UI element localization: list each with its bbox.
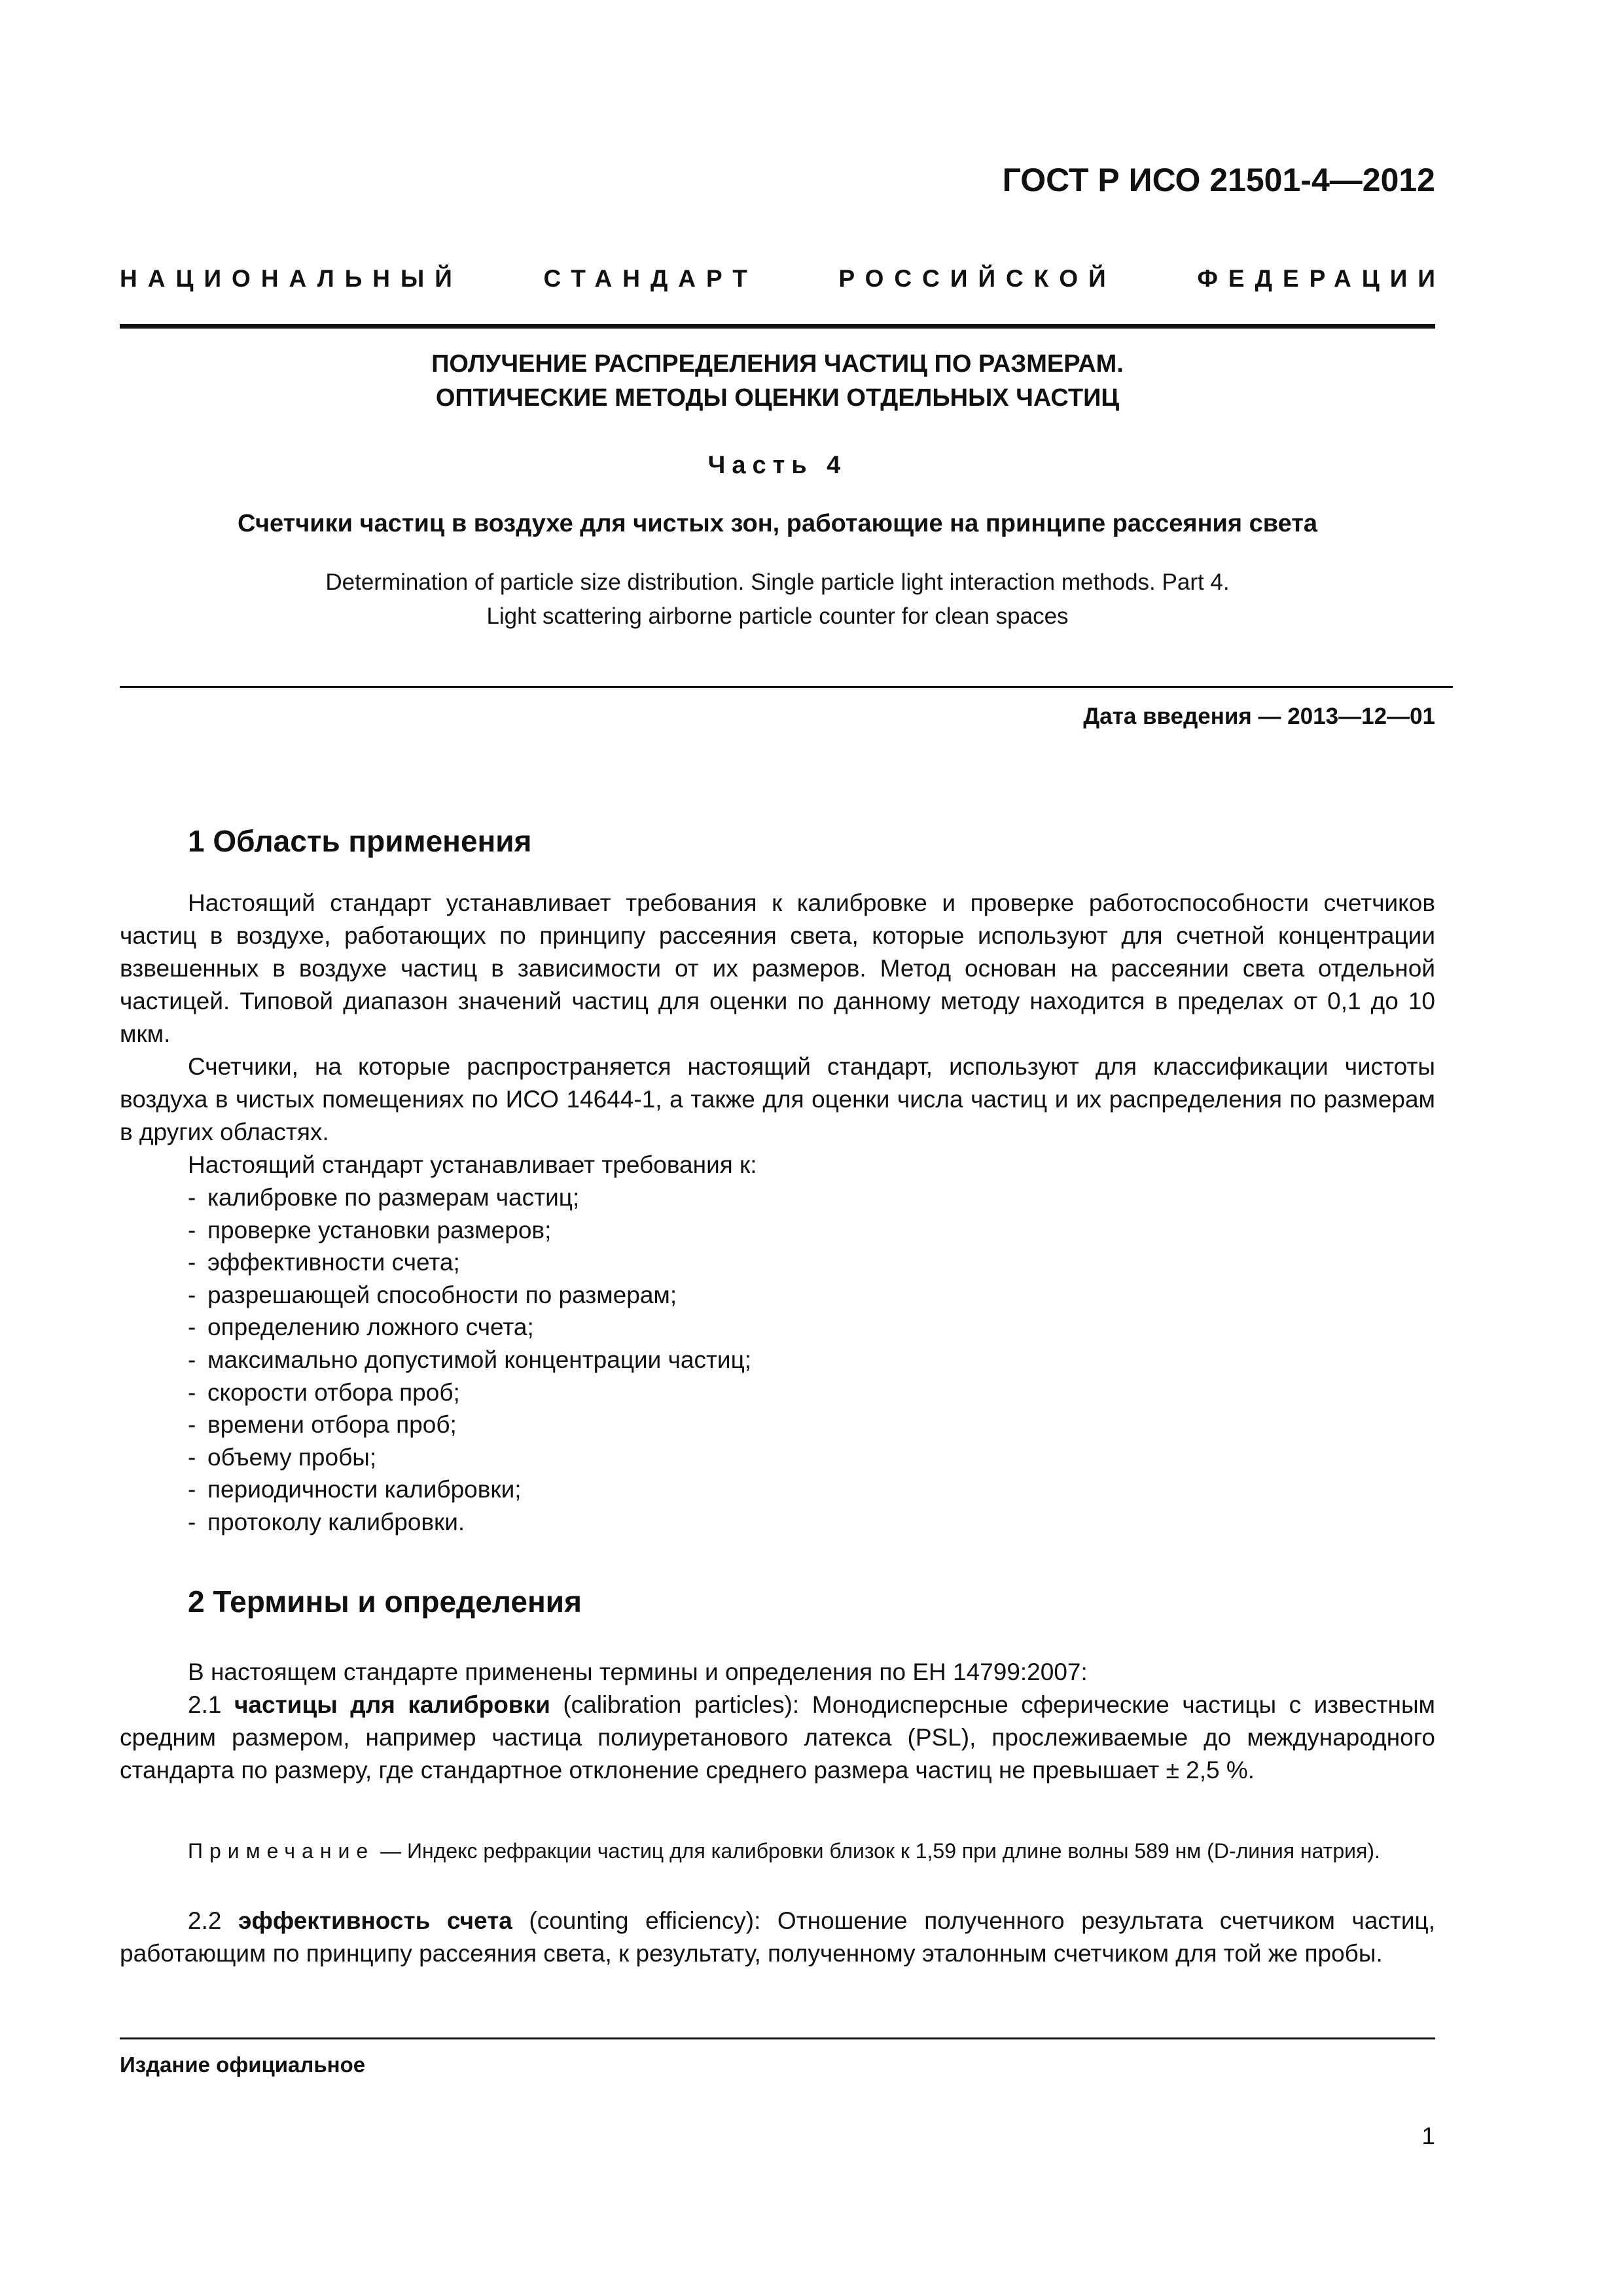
page-number: 1 [1421,2123,1435,2149]
note-text: — Индекс рефракции частиц для калибровки близок к 1,59 при длине волны 589 нм (D-линия натрия). [374,1839,1380,1863]
header-divider [120,324,1435,329]
english-title [120,565,1435,634]
document-code: ГОСТ Р ИСО 21501-4—2012 [1002,162,1435,198]
title-divider [120,686,1453,688]
date-of-introduction: Дата введения — 2013—12—01 [1083,704,1435,729]
list-item: - периодичности калибровки; [188,1473,751,1506]
note [120,1836,1435,1866]
list-item: - объему пробы; [188,1441,751,1474]
list-item: - калибровке по размерам частиц; [188,1181,751,1214]
list-item: - времени отбора проб; [188,1408,751,1441]
title-block [120,347,1435,634]
list-item: - скорости отбора проб; [188,1376,751,1409]
part-label: Часть 4 [707,452,847,479]
list-item: - протоколу калибровки. [188,1506,751,1539]
national-word: ФЕДЕРАЦИИ [1197,265,1446,292]
english-title-line-2: Light scattering airborne particle counter for clean spaces [486,603,1069,629]
note-label: Примечание [188,1839,375,1863]
definition-number: 2.2 [188,1907,239,1934]
section-2-intro: В настоящем стандарте применены термины и определения по ЕН 14799:2007: [188,1659,1088,1685]
national-standard-heading [120,265,1446,293]
list-item: - проверке установки размеров; [188,1214,751,1247]
definition-text: (counting efficiency): Отношение полученного результата счетчиком частиц, работающим по принципу рассеяния света, к результату, полученному эталонным счетчиком для той же пробы. [120,1907,1436,1967]
title-line-2: ОПТИЧЕСКИЕ МЕТОДЫ ОЦЕНКИ ОТДЕЛЬНЫХ ЧАСТИЦ [435,384,1120,412]
english-title-line-1: Determination of particle size distribution. Single particle light interaction methods. Part 4. [325,569,1230,595]
official-edition-label: Издание официальное [120,2053,366,2077]
subtitle: Счетчики частиц в воздухе для чистых зон, работающие на принципе рассеяния света [238,510,1317,537]
list-item: - эффективности счета; [188,1246,751,1279]
list-item: - разрешающей способности по размерам; [188,1279,751,1312]
national-word: СТАНДАРТ [543,265,758,292]
national-word: РОССИЙСКОЙ [838,265,1116,292]
section-1-paragraph-1: Настоящий стандарт устанавливает требования к калибровке и проверке работоспособности счетчиков частиц в воздухе, работающих по принципу рассеяния света, которые используют для счетной концентрации взвешенных в воздухе частиц в зависимости от их размеров. Метод основан на рассеянии света отдельной частицей. Типовой диапазон значений частиц для оценки по данному методу находится в пределах от 0,1 до 10 мкм. [120,889,1435,1047]
definition-term: частицы для калибровки [234,1691,550,1718]
list-item: - максимально допустимой концентрации частиц; [188,1344,751,1376]
definition-number: 2.1 [188,1691,234,1718]
footer-divider [120,2037,1435,2039]
definition-2-1 [120,1689,1435,1787]
national-word: НАЦИОНАЛЬНЫЙ [120,265,463,292]
definition-2-2 [120,1905,1435,1970]
section-1-paragraph-2: Счетчики, на которые распространяется настоящий стандарт, используют для классификации чистоты воздуха в чистых помещениях по ИСО 14644-1, а также для оценки числа частиц и их распределения по размерам в других областях. [120,1053,1435,1145]
requirements-list [188,1181,751,1539]
title-line-1: ПОЛУЧЕНИЕ РАСПРЕДЕЛЕНИЯ ЧАСТИЦ ПО РАЗМЕРАМ. [431,350,1124,378]
section-2-title: 2 Термины и определения [188,1585,582,1619]
section-1-title: 1 Область применения [188,824,532,858]
list-item: - определению ложного счета; [188,1311,751,1344]
definition-term: эффективность счета [238,1907,512,1934]
section-1-paragraph-3: Настоящий стандарт устанавливает требования к: [188,1151,757,1178]
definition-text: (calibration particles): Монодисперсные сферические частицы с известным средним размером, например частица полиуретанового латекса (PSL), прослеживаемые до международного стандарта по размеру, где стандартное отклонение среднего размера частиц не превышает ± 2,5 %. [120,1691,1435,1784]
